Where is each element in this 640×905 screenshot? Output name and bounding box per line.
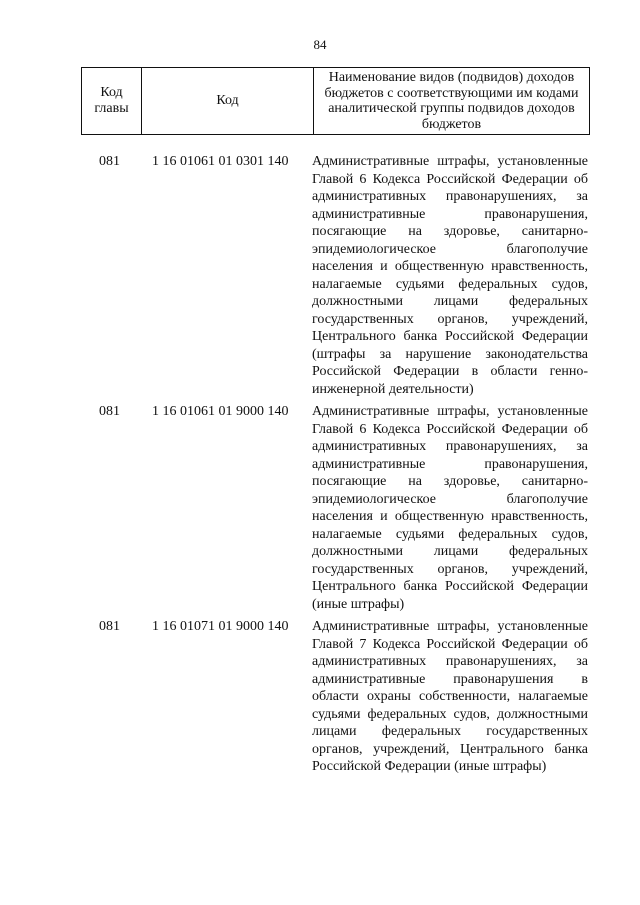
header-name-line-1: Наименование видов (подвидов) доходов: [328, 70, 575, 85]
row-name-line: административных правонарушениях, за: [312, 654, 588, 669]
row-chapter-code: 081: [99, 154, 120, 169]
row-name-line: государственных органов, учреждений,: [312, 311, 588, 327]
row-name-line: Административные штрафы, установленные: [312, 404, 588, 419]
row-name: [312, 403, 588, 613]
row-name-line: должностными лицами федеральных: [312, 544, 588, 559]
row-name-line: должностными лицами федеральных: [312, 294, 588, 309]
row-name-line: инженерной деятельности): [312, 381, 474, 397]
header-code: Код: [142, 68, 314, 134]
header-name-line-3: аналитической группы подвидов доходов: [328, 101, 575, 116]
row-code: 1 16 01061 01 9000 140: [152, 404, 289, 419]
table-row: [0, 618, 640, 776]
header-name-line-4: бюджетов: [421, 116, 482, 132]
row-name-line: эпидемиологическое благополучие: [312, 241, 588, 257]
row-name-line: (штрафы за нарушение законодательства: [312, 346, 588, 362]
row-name-line: административные правонарушения,: [312, 456, 588, 472]
row-name-line: административные правонарушения в: [312, 671, 588, 687]
header-chapter-code-line-2: главы: [94, 101, 129, 116]
row-name-line: Центрального банка Российской Федерации: [312, 329, 588, 344]
row-name-line: лицами федеральных государственных: [312, 724, 588, 739]
row-name-line: Главой 6 Кодекса Российской Федерации об: [312, 421, 588, 437]
row-name-line: эпидемиологическое благополучие: [312, 491, 588, 507]
header-name-line-2: бюджетов с соответствующими им кодами: [324, 85, 579, 101]
row-code: 1 16 01071 01 9000 140: [152, 619, 289, 634]
table-row: [0, 153, 640, 398]
table-header: [81, 67, 590, 135]
row-name-line: органов, учреждений, Центрального банка: [312, 741, 588, 757]
row-chapter-code: 081: [99, 404, 120, 419]
page-number: 84: [313, 37, 327, 52]
table-row: [0, 403, 640, 613]
row-name-line: посягающие на здоровье, санитарно-: [312, 224, 588, 239]
row-name-line: Административные штрафы, установленные: [312, 154, 588, 169]
row-name-line: Административные штрафы, установленные: [312, 619, 588, 634]
table-body: [0, 153, 640, 776]
row-name-line: Главой 7 Кодекса Российской Федерации об: [312, 636, 588, 652]
row-name-line: Центрального банка Российской Федерации: [312, 579, 588, 594]
row-name: [312, 153, 588, 398]
row-name-line: населения и общественную нравственность,: [312, 509, 588, 524]
row-name-line: Российской Федерации (иные штрафы): [312, 759, 547, 774]
row-name-line: Российской Федерации в области генно-: [312, 364, 588, 379]
row-name-line: административные правонарушения,: [312, 206, 588, 222]
row-code: 1 16 01061 01 0301 140: [152, 154, 289, 169]
row-name: [312, 618, 588, 776]
row-name-line: области охраны собственности, налагаемые: [312, 689, 588, 704]
row-name-line: Главой 6 Кодекса Российской Федерации об: [312, 171, 588, 187]
row-name-line: судьями федеральных судов, должностными: [312, 706, 588, 722]
row-name-line: населения и общественную нравственность,: [312, 259, 588, 274]
row-name-line: административных правонарушениях, за: [312, 189, 588, 204]
row-chapter-code: 081: [99, 619, 120, 634]
row-name-line: налагаемые судьями федеральных судов,: [312, 276, 588, 292]
header-chapter-code: [82, 68, 142, 134]
header-name: [314, 68, 589, 134]
row-name-line: административных правонарушениях, за: [312, 439, 588, 454]
row-name-line: (иные штрафы): [312, 596, 405, 612]
row-name-line: посягающие на здоровье, санитарно-: [312, 474, 588, 489]
row-name-line: государственных органов, учреждений,: [312, 561, 588, 577]
row-name-line: налагаемые судьями федеральных судов,: [312, 526, 588, 542]
header-chapter-code-line-1: Код: [100, 85, 123, 100]
